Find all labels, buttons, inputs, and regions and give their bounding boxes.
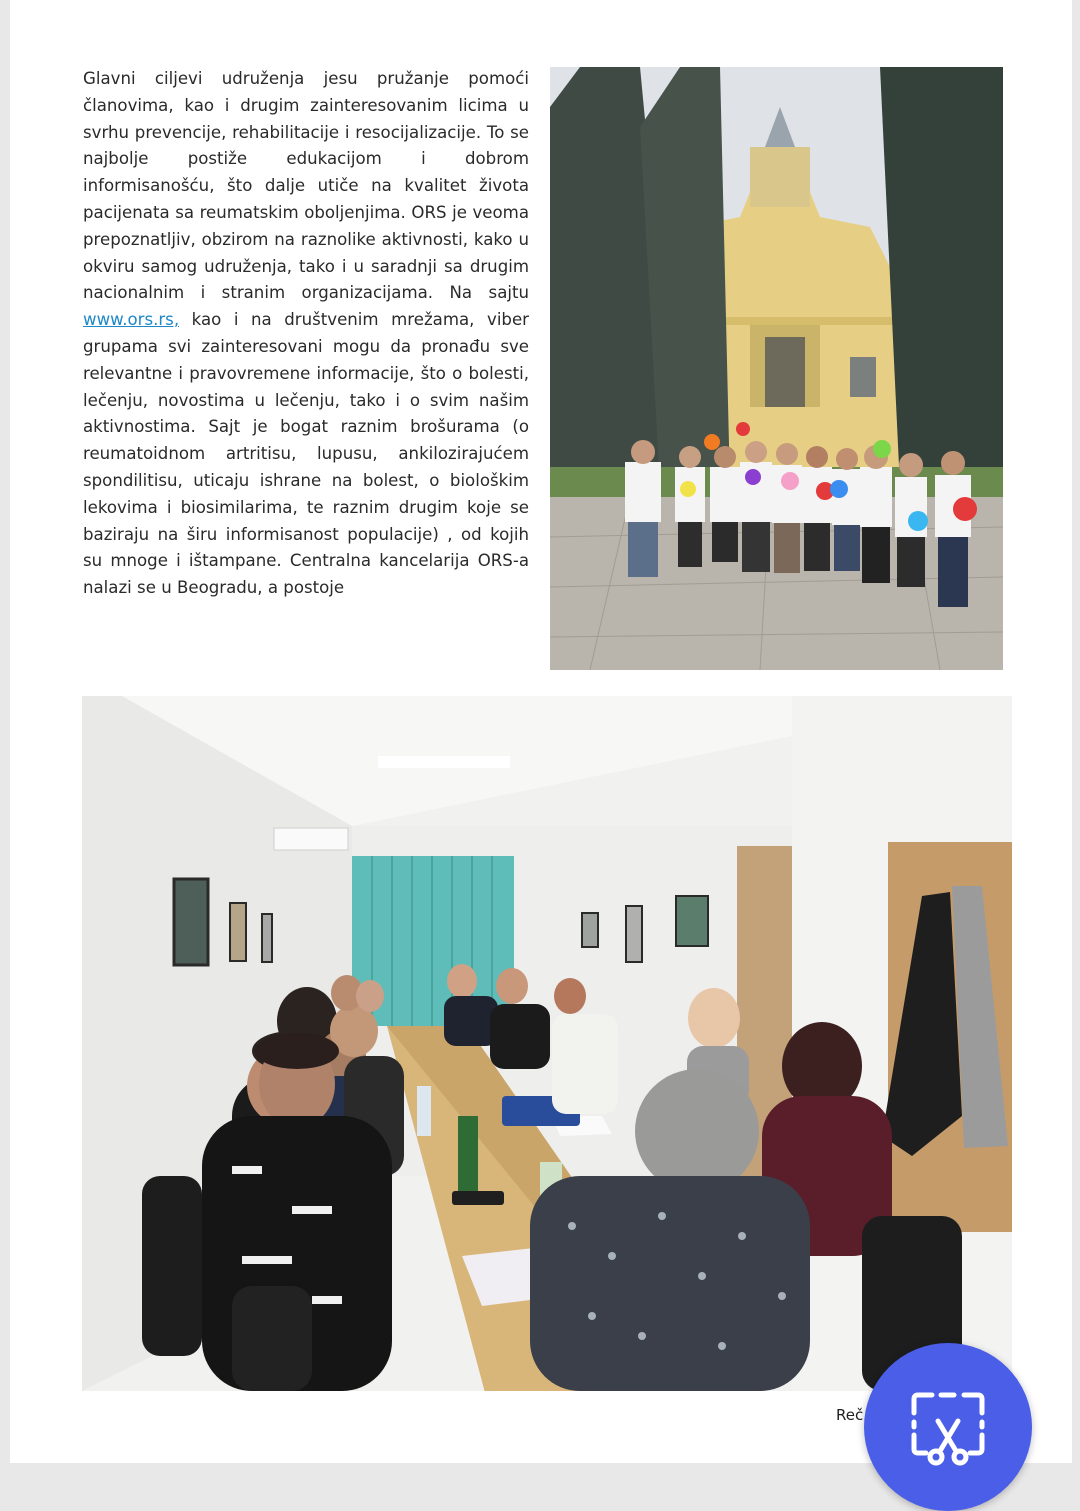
article-body-text [83,66,529,602]
meeting-room-photo [82,696,1012,1391]
paragraph-end: kao i na društvenim mrežama, viber grupama svi zainteresovani mogu da pronađu sve relevantne i pravovremene informacije, što o bolesti, lečenju, novostima u lečenju, tako i o svim našim aktivnostima. Sajt je bogat raznim brošurama (o reumatoidnom artritisu, lupusu, ankilozirajućem spondilitisu, uticaju ishrane na bolest, o biološkim lekovima i biosimilarima, te raznim drugim koje se baziraju na širu informisanost populacije) , od kojih su mnoge i ištampane. Centralna kancelarija ORS-a nalazi se u Beogradu, a postoje [83,310,529,598]
screenshot-crop-button[interactable] [864,1343,1032,1511]
paragraph-start: Glavni ciljevi udruženja jesu pružanje pomoći članovima, kao i drugim zainteresovanim licima u svrhu prevencije, rehabilitacije i resocijalizacije. To se najbolje postiže edukacijom i dobrom informisanošću, što dalje utiče na kvalitet života pacijenata sa reumatskim oboljenjima. ORS je veoma prepoznatljiv, obzirom na raznolike aktivnosti, kako u okviru samog udruženja, tako i u saradnji sa drugim nacionalnim i stranim organizacijama. Na sajtu [83,69,529,303]
group-photo-building [550,67,1003,670]
website-link[interactable]: www.ors.rs, [83,310,180,330]
screenshot-crop-scissors-icon [910,1391,986,1467]
footer-truncated-text: Reč [836,1406,864,1424]
